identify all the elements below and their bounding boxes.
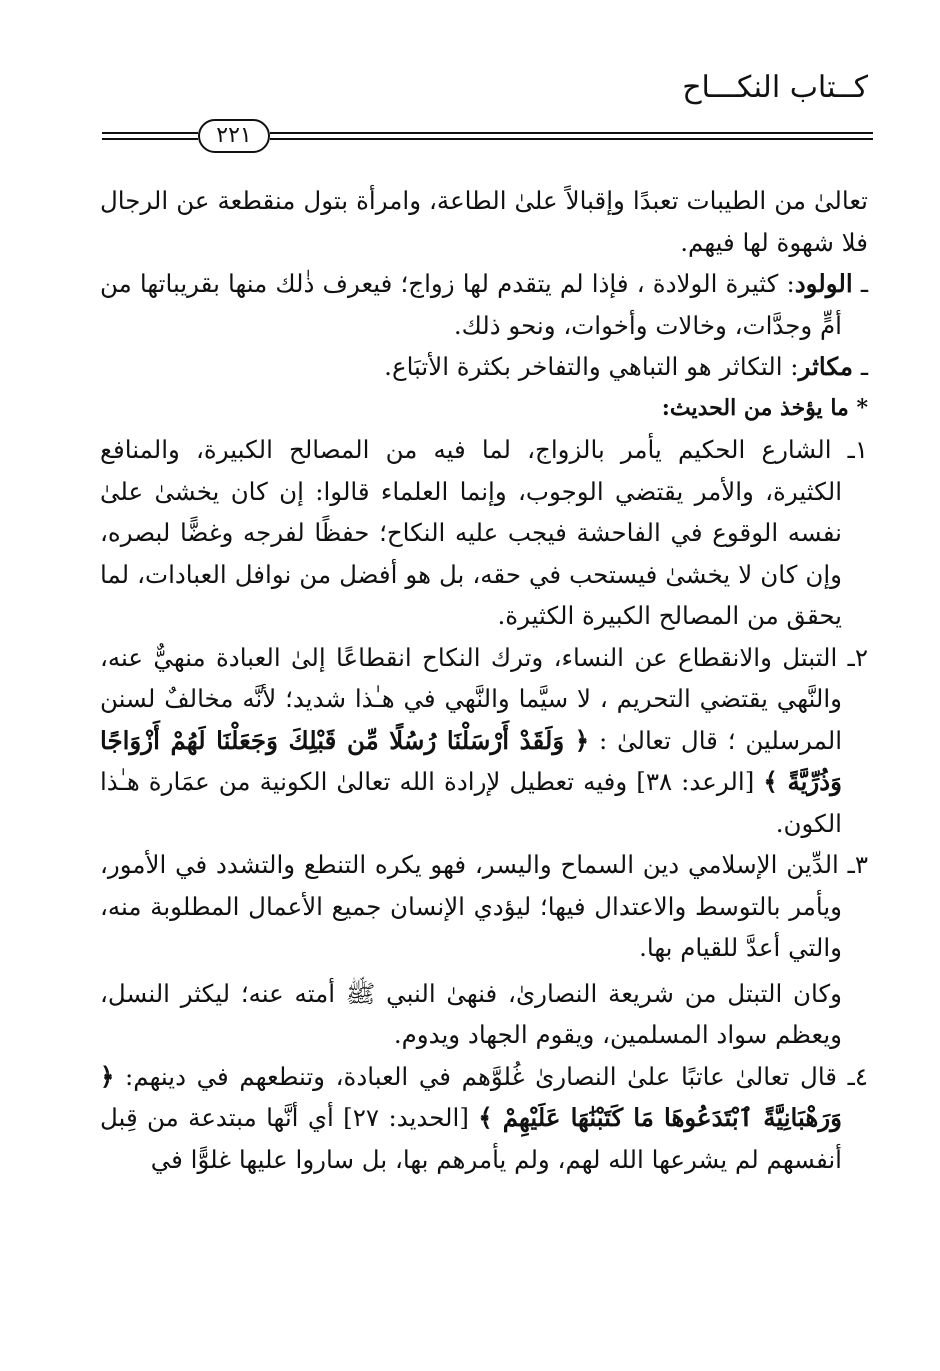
definition-mukathir: ـ مكاثر: التكاثر هو التباهي والتفاخر بكثرة الأتبَاع. (384, 352, 868, 381)
item-text: ٢ـ التبتل والانقطاع عن النساء، وترك النكاح انقطاعًا إلىٰ العبادة منهيٌّ عنه، والنَّهي يقتضي التحريم ، لا سيَّما والنَّهي في هـٰذا شديد؛ لأنَّه مخالفٌ لسنن المرسلين ؛ قال تعالىٰ : (100, 642, 868, 755)
page-number: ٢٢١ (198, 119, 270, 153)
section-heading: * ما يؤخذ من الحديث: (661, 394, 868, 421)
definition-walud: ـ الولود: كثيرة الولادة ، فإذا لم يتقدم لها زواج؛ فيعرف ذٰلك منها بقريباتها من أمٍّ وجدَّات، وخالات وأخوات، ونحو ذلك. (100, 269, 869, 340)
running-header-title: كــتاب النكـــاح (682, 70, 868, 105)
quran-verse: ﴿ وَرَهْبَانِيَّةً ٱبْتَدَعُوهَا مَا كَتَبْنَٰهَا عَلَيْهِمْ ﴾ (100, 1061, 842, 1132)
list-item-2 (100, 637, 868, 845)
definition-term: الولود (794, 269, 853, 298)
item-text: ٤ـ قال تعالىٰ عاتبًا علىٰ النصارىٰ غُلوَّهم في العبادة، وتنطعهم في دينهم: (125, 1061, 868, 1091)
header-rule-left (102, 132, 198, 140)
definition-text: : التكاثر هو التباهي والتفاخر بكثرة الأتبَاع. (384, 352, 799, 381)
paragraph-continuation: تعالىٰ من الطيبات تعبدًا وإقبالاً علىٰ الطاعة، وامرأة بتول منقطعة عن الرجال فلا شهوة لها فيهم. (100, 186, 868, 257)
page-body (100, 180, 868, 1180)
verse-reference: [الرعد: ٣٨] وفيه تعطيل لإرادة الله تعالىٰ الكونية من عمَارة هـٰذا الكون. (100, 767, 842, 838)
verse-reference: [الحديد: ٢٧] أي أنَّها مبتدعة من قِبل أنفسهم لم يشرعها الله لهم، ولم يأمرهم بها، بل ساروا عليها غلوًّا في (100, 1103, 842, 1174)
list-item-4 (100, 1056, 868, 1181)
list-item-3: ٣ـ الدِّين الإسلامي دين السماح واليسر، فهو يكره التنطع والتشدد في الأمور، ويأمر بالتوسط والاعتدال فيها؛ ليؤدي الإنسان جميع الأعمال المطلوبة منه، والتي أعدَّ للقيام بها. (100, 850, 868, 962)
quran-verse: ﴿ وَلَقَدْ أَرْسَلْنَا رُسُلًا مِّن قَبْلِكَ وَجَعَلْنَا لَهُمْ أَزْوَاجًا وَذُرِّيَّةً ﴾ (100, 725, 842, 796)
header-rule-right (270, 132, 873, 140)
list-item-1: ١ـ الشارع الحكيم يأمر بالزواج، لما فيه من المصالح الكبيرة، والمنافع الكثيرة، والأمر يقتضي الوجوب، وإنما العلماء قالوا: إن كان يخشىٰ علىٰ نفسه الوقوع في الفاحشة فيجب عليه النكاح؛ حفظًا لفرجه وغضًّا لبصره، وإن كان لا يخشىٰ فيستحب في حقه، بل هو أفضل من نوافل العبادات، لما يحقق من المصالح الكبيرة الكثيرة. (100, 435, 868, 630)
definition-term: مكاثر (798, 352, 854, 381)
definition-text: : كثيرة الولادة ، فإذا لم يتقدم لها زواج؛ فيعرف ذٰلك منها بقريباتها من أمٍّ وجدَّات، وخالات وأخوات، ونحو ذلك. (100, 269, 842, 340)
list-item-3-continuation: وكان التبتل من شريعة النصارىٰ، فنهىٰ النبي ﷺ أمته عنه؛ ليكثر النسل، ويعظم سواد المسلمين، ويقوم الجهاد ويدوم. (100, 978, 842, 1049)
